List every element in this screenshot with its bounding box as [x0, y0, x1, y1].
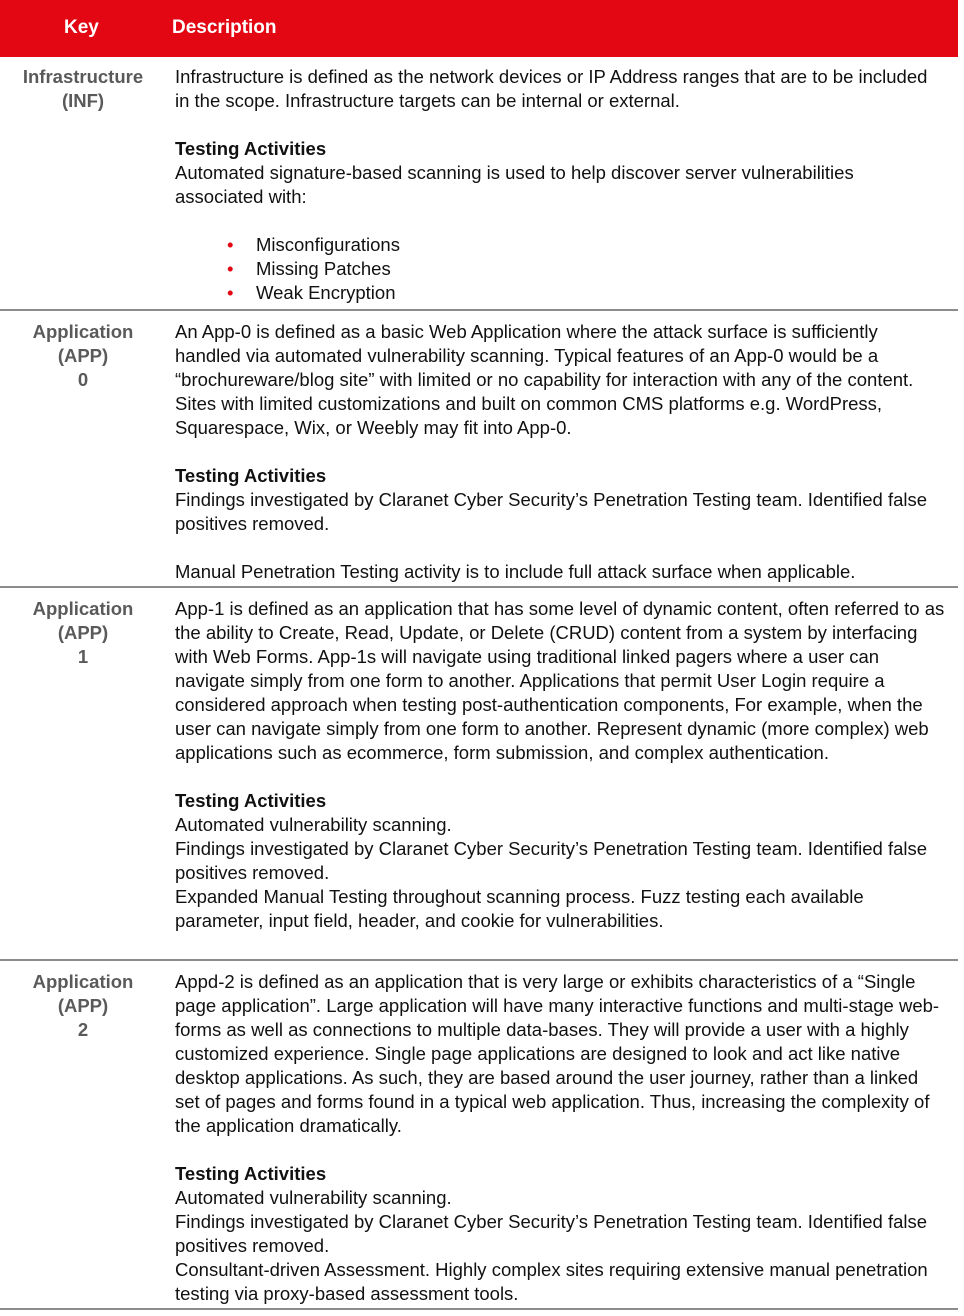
row-description-infrastructure: [175, 65, 945, 305]
description-intro: App-1 is defined as an application that has some level of dynamic content, often referred to as the ability to Create, Read, Update, or Delete (CRUD) content from a system by interfacing with Web Forms. App-1s will navigate using traditional linked pagers where a user can navigate simply from one form to another. Applications that permit User Login require a considered approach when testing post-authentication components, For example, when the user can navigate simply from one form to another. Represent dynamic (more complex) web applications such as ecommerce, form submission, and complex authentication.: [175, 598, 945, 763]
key-line: (INF): [61, 90, 105, 111]
row-description-app-2: [175, 970, 945, 1306]
key-line: Application: [32, 598, 134, 619]
activity-text: Findings investigated by Claranet Cyber Security’s Penetration Testing team. Identified false positives removed.: [175, 838, 928, 883]
key-column-header: Key: [64, 17, 99, 38]
activity-text: Findings investigated by Claranet Cyber Security’s Penetration Testing team. Identified false positives removed.: [175, 1211, 928, 1256]
description-intro: Infrastructure is defined as the network devices or IP Address ranges that are to be included in the scope. Infrastructure targets can be internal or external.: [175, 66, 928, 111]
key-line: 0: [77, 369, 89, 390]
row-divider: [0, 309, 958, 311]
bullet-list: [175, 233, 945, 305]
testing-activities-heading: Testing Activities: [175, 1163, 327, 1184]
bullet-icon: •: [227, 282, 234, 303]
key-line: (APP): [57, 345, 109, 366]
activity-note: Manual Penetration Testing activity is to include full attack surface when applicable.: [175, 561, 856, 582]
activity-text: Automated signature-based scanning is used to help discover server vulnerabilities associated with:: [175, 162, 854, 207]
row-description-app-1: [175, 597, 945, 933]
list-item: • Misconfigurations: [227, 234, 400, 255]
testing-activities-heading: Testing Activities: [175, 790, 327, 811]
bullet-icon: •: [227, 258, 234, 279]
testing-activities-heading: Testing Activities: [175, 138, 327, 159]
testing-activities-heading: Testing Activities: [175, 465, 327, 486]
row-key-app-2: [0, 970, 166, 1042]
key-line: (APP): [57, 995, 109, 1016]
row-divider: [0, 959, 958, 961]
activity-text: Findings investigated by Claranet Cyber Security’s Penetration Testing team. Identified false positives removed.: [175, 489, 928, 534]
description-column-header: Description: [172, 17, 277, 38]
key-line: (APP): [57, 622, 109, 643]
activity-text: Consultant-driven Assessment. Highly complex sites requiring extensive manual penetration testing via proxy-based assessment tools.: [175, 1259, 928, 1304]
row-description-app-0: [175, 320, 945, 584]
row-divider: [0, 586, 958, 588]
key-line: Infrastructure: [22, 66, 144, 87]
bullet-icon: •: [227, 234, 234, 255]
activity-text: Automated vulnerability scanning.: [175, 1187, 452, 1208]
key-line: 1: [77, 646, 89, 667]
row-key-infrastructure: [0, 65, 166, 113]
description-intro: Appd-2 is defined as an application that is very large or exhibits characteristics of a “Single page application”. Large application will have many interactive functions and multi-stage web-forms as well as connections to multiple data-bases. They will provide a user with a highly customized experience. Single page applications are designed to look and act like native desktop applications. As such, they are based around the user journey, rather than a linked set of pages and forms found in a typical web application. Thus, increasing the complexity of the application dramatically.: [175, 971, 940, 1136]
row-divider: [0, 1308, 958, 1310]
table-header: [0, 0, 958, 57]
list-item: • Weak Encryption: [227, 282, 396, 303]
list-item: • Missing Patches: [227, 258, 391, 279]
activity-text: Automated vulnerability scanning.: [175, 814, 452, 835]
key-line: Application: [32, 321, 134, 342]
key-line: Application: [32, 971, 134, 992]
description-intro: An App-0 is defined as a basic Web Application where the attack surface is sufficiently handled via automated vulnerability scanning. Typical features of an App-0 would be a “brochureware/blog site” with limited or no capability for interaction with any of the content. Sites with limited customizations and built on common CMS platforms e.g. WordPress, Squarespace, Wix, or Weebly may fit into App-0.: [175, 321, 914, 438]
activity-text: Expanded Manual Testing throughout scanning process. Fuzz testing each available parameter, input field, header, and cookie for vulnerabilities.: [175, 886, 864, 931]
row-key-app-0: [0, 320, 166, 392]
key-line: 2: [77, 1019, 89, 1040]
row-key-app-1: [0, 597, 166, 669]
